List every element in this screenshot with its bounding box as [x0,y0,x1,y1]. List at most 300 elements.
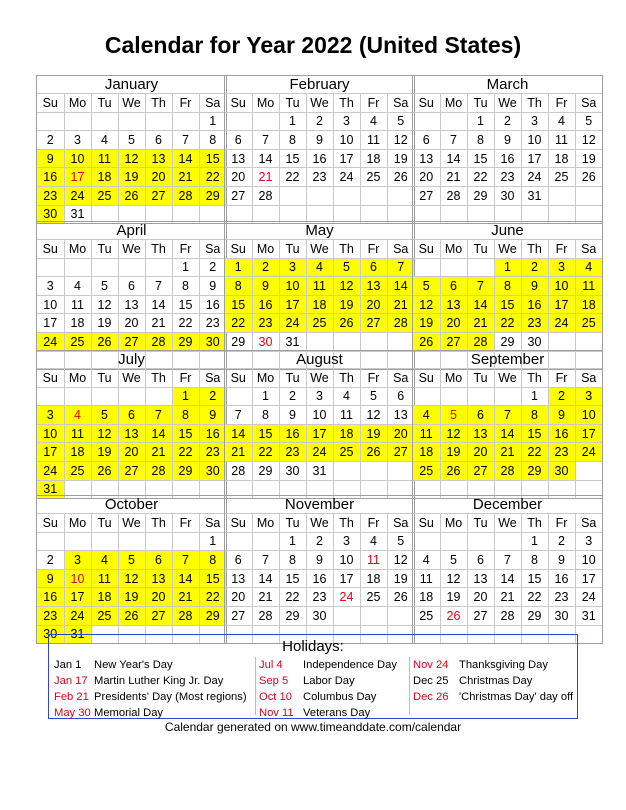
day-cell: 15 [199,569,226,588]
weekday-header: Sa [575,514,602,533]
weekday-header: Fr [172,240,199,259]
day-cell: 29 [494,332,521,351]
day-cell: 24 [306,443,333,462]
day-cell: 4 [333,387,360,406]
holiday-date: Dec 26 [413,691,449,703]
day-cell: 30 [279,461,306,480]
month-june [412,221,603,370]
day-cell: 22 [279,588,306,607]
empty-cell [118,532,145,551]
empty-cell [387,461,414,480]
month-name: May [305,222,334,239]
day-cell: 14 [440,149,467,168]
month-name: January [104,76,159,93]
day-cell: 22 [172,314,199,333]
day-cell: 10 [37,424,64,443]
month-name: March [486,76,529,93]
day-cell: 26 [360,443,387,462]
day-cell: 16 [37,168,64,187]
footer-credit: Calendar generated on www.timeanddate.com/calendar [164,720,462,734]
day-cell: 23 [548,443,575,462]
day-cell: 20 [387,424,414,443]
day-cell: 9 [494,131,521,150]
day-cell: 14 [225,424,252,443]
day-cell: 5 [118,131,145,150]
day-cell: 15 [252,424,279,443]
day-cell: 28 [467,332,494,351]
month-name: August [296,351,343,368]
day-cell: 13 [440,295,467,314]
holiday-name: Memorial Day [94,707,164,719]
day-cell: 6 [413,131,440,150]
month-name: June [491,222,524,239]
day-cell: 5 [118,551,145,570]
weekday-header: Th [521,369,548,388]
day-cell: 23 [199,443,226,462]
weekday-header: Su [413,369,440,388]
day-cell: 16 [494,149,521,168]
day-cell: 16 [306,569,333,588]
day-cell: 9 [252,277,279,296]
day-cell: 19 [360,424,387,443]
day-cell: 8 [225,277,252,296]
month-july [36,350,227,499]
day-cell: 15 [494,295,521,314]
empty-cell [64,387,91,406]
day-cell: 4 [548,112,575,131]
day-cell: 9 [199,406,226,425]
weekday-header: Su [413,240,440,259]
day-cell: 11 [91,569,118,588]
month-may [224,221,415,370]
day-cell: 22 [521,443,548,462]
month-january [36,75,227,224]
holiday-name: Independence Day [303,659,397,671]
day-cell: 20 [225,168,252,187]
empty-cell [252,112,279,131]
holiday-date: Jul 4 [259,659,283,671]
day-cell: 29 [467,186,494,205]
day-cell: 9 [37,149,64,168]
weekday-header: Fr [360,94,387,113]
empty-cell [387,186,414,205]
empty-cell [413,258,440,277]
day-cell: 5 [413,277,440,296]
holiday-row [54,657,247,673]
day-cell: 14 [494,569,521,588]
empty-cell [387,606,414,625]
day-cell: 25 [91,606,118,625]
day-cell: 4 [91,131,118,150]
weekday-header: Su [225,240,252,259]
day-cell: 23 [306,168,333,187]
weekday-header: Fr [172,514,199,533]
day-cell: 17 [548,295,575,314]
day-cell: 27 [145,186,172,205]
day-cell: 19 [440,588,467,607]
day-cell: 30 [548,606,575,625]
empty-cell [118,112,145,131]
day-cell: 4 [413,406,440,425]
empty-cell [172,112,199,131]
day-cell: 22 [172,443,199,462]
day-cell: 9 [306,131,333,150]
empty-cell [360,332,387,351]
holiday-name: Christmas Day [459,675,533,687]
day-cell: 13 [413,149,440,168]
holiday-name: Columbus Day [303,691,377,703]
empty-cell [333,186,360,205]
day-cell: 26 [440,461,467,480]
day-cell: 14 [387,277,414,296]
weekday-header: Sa [387,94,414,113]
empty-cell [494,532,521,551]
empty-cell [225,387,252,406]
weekday-header: Mo [64,369,91,388]
day-cell: 7 [145,406,172,425]
day-cell: 21 [252,588,279,607]
day-cell: 20 [118,443,145,462]
day-cell: 26 [387,168,414,187]
weekday-header: We [118,514,145,533]
holiday-divider [255,657,256,715]
day-cell: 12 [413,295,440,314]
weekday-header: Mo [252,240,279,259]
day-cell: 1 [225,258,252,277]
weekday-header: Sa [199,240,226,259]
day-cell: 20 [440,314,467,333]
day-cell: 24 [548,314,575,333]
day-cell: 16 [199,295,226,314]
holiday-column [54,657,247,721]
weekday-header: Sa [199,369,226,388]
day-cell: 17 [64,588,91,607]
weekday-header: Th [145,240,172,259]
day-cell: 10 [64,569,91,588]
day-cell: 20 [467,443,494,462]
day-cell: 23 [279,443,306,462]
day-cell: 9 [37,569,64,588]
day-cell: 17 [333,569,360,588]
empty-cell [360,461,387,480]
holiday-divider [409,657,410,715]
day-cell: 25 [413,606,440,625]
month-october [36,495,227,644]
day-cell: 22 [467,168,494,187]
day-cell: 4 [413,551,440,570]
holiday-row [259,705,397,721]
day-cell: 8 [521,551,548,570]
day-cell: 8 [279,131,306,150]
day-cell: 19 [440,443,467,462]
day-cell: 23 [494,168,521,187]
day-cell: 20 [145,588,172,607]
day-cell: 18 [360,149,387,168]
month-name: April [116,222,147,239]
day-cell: 5 [360,387,387,406]
day-cell: 6 [118,406,145,425]
day-cell: 22 [521,588,548,607]
day-cell: 14 [467,295,494,314]
day-cell: 5 [575,112,602,131]
day-cell: 8 [521,406,548,425]
month-name: December [472,496,543,513]
day-cell: 22 [252,443,279,462]
day-cell: 13 [145,569,172,588]
day-cell: 25 [575,314,602,333]
day-cell: 9 [306,551,333,570]
day-cell: 15 [172,424,199,443]
day-cell: 11 [413,569,440,588]
day-cell: 22 [199,588,226,607]
day-cell: 26 [91,332,118,351]
day-cell: 29 [252,461,279,480]
day-cell: 30 [252,332,279,351]
day-cell: 5 [387,532,414,551]
weekday-header: Mo [252,514,279,533]
empty-cell [91,112,118,131]
day-cell: 31 [575,606,602,625]
day-cell: 1 [172,387,199,406]
day-cell: 28 [252,606,279,625]
day-cell: 10 [548,277,575,296]
day-cell: 25 [64,461,91,480]
month-december [412,495,603,644]
weekday-header: We [494,94,521,113]
day-cell: 2 [37,131,64,150]
holiday-name: Veterans Day [303,707,371,719]
day-cell: 30 [494,186,521,205]
weekday-header: Mo [64,514,91,533]
day-cell: 21 [172,168,199,187]
day-cell: 10 [64,149,91,168]
empty-cell [467,532,494,551]
day-cell: 18 [413,588,440,607]
weekday-header: We [494,369,521,388]
day-cell: 14 [172,149,199,168]
day-cell: 13 [387,406,414,425]
day-cell: 27 [440,332,467,351]
day-cell: 11 [64,424,91,443]
weekday-header: Th [333,514,360,533]
empty-cell [118,258,145,277]
day-cell: 1 [467,112,494,131]
day-cell: 19 [118,168,145,187]
holiday-date: Dec 25 [413,675,449,687]
weekday-header: Tu [279,240,306,259]
empty-cell [467,258,494,277]
day-cell: 30 [306,606,333,625]
day-cell: 10 [575,551,602,570]
day-cell: 2 [306,112,333,131]
day-cell: 7 [387,258,414,277]
day-cell: 11 [413,424,440,443]
empty-cell [118,387,145,406]
holidays-box [48,634,578,719]
empty-cell [548,332,575,351]
day-cell: 16 [279,424,306,443]
day-cell: 1 [199,112,226,131]
day-cell: 23 [521,314,548,333]
day-cell: 24 [279,314,306,333]
weekday-header: Mo [64,94,91,113]
day-cell: 31 [64,205,91,223]
holiday-date: Jan 1 [54,659,82,671]
day-cell: 24 [333,588,360,607]
day-cell: 25 [548,168,575,187]
empty-cell [91,387,118,406]
day-cell: 1 [172,258,199,277]
empty-cell [494,387,521,406]
day-cell: 18 [64,443,91,462]
page-title: Calendar for Year 2022 (United States) [104,32,522,58]
day-cell: 21 [225,443,252,462]
weekday-header: Fr [548,240,575,259]
day-cell: 16 [252,295,279,314]
day-cell: 7 [145,277,172,296]
day-cell: 21 [440,168,467,187]
day-cell: 22 [279,168,306,187]
day-cell: 16 [521,295,548,314]
weekday-header: Th [145,514,172,533]
empty-cell [306,186,333,205]
holiday-name: Labor Day [303,675,355,687]
day-cell: 26 [387,588,414,607]
holiday-name: New Year's Day [94,659,173,671]
weekday-header: Fr [172,94,199,113]
day-cell: 6 [467,406,494,425]
empty-cell [413,387,440,406]
empty-cell [575,625,602,643]
day-cell: 12 [91,295,118,314]
day-cell: 20 [467,588,494,607]
day-cell: 18 [575,295,602,314]
day-cell: 17 [575,569,602,588]
day-cell: 10 [333,551,360,570]
day-cell: 30 [521,332,548,351]
day-cell: 5 [91,406,118,425]
day-cell: 3 [575,532,602,551]
weekday-header: Tu [91,94,118,113]
day-cell: 8 [199,131,226,150]
day-cell: 8 [172,277,199,296]
weekday-header: Tu [467,369,494,388]
day-cell: 3 [37,277,64,296]
holiday-row [54,705,247,721]
day-cell: 2 [548,532,575,551]
day-cell: 3 [575,387,602,406]
holiday-date: Jan 17 [54,675,88,687]
weekday-header: Fr [360,240,387,259]
day-cell: 3 [333,112,360,131]
day-cell: 24 [37,461,64,480]
day-cell: 7 [494,551,521,570]
day-cell: 12 [387,131,414,150]
day-cell: 20 [145,168,172,187]
day-cell: 15 [279,569,306,588]
weekday-header: Mo [440,94,467,113]
day-cell: 13 [360,277,387,296]
day-cell: 6 [145,551,172,570]
weekday-header: Sa [575,94,602,113]
day-cell: 3 [64,551,91,570]
empty-cell [252,532,279,551]
weekday-header: Su [37,369,64,388]
day-cell: 17 [306,424,333,443]
day-cell: 28 [387,314,414,333]
empty-cell [467,387,494,406]
day-cell: 29 [521,606,548,625]
weekday-header: Su [413,94,440,113]
day-cell: 24 [333,168,360,187]
day-cell: 24 [575,443,602,462]
month-name: October [104,496,159,513]
day-cell: 7 [252,131,279,150]
weekday-header: Th [521,240,548,259]
day-cell: 3 [279,258,306,277]
day-cell: 27 [145,606,172,625]
day-cell: 14 [145,424,172,443]
day-cell: 3 [333,532,360,551]
day-cell: 24 [64,186,91,205]
holiday-row [259,689,397,705]
weekday-header: Tu [91,514,118,533]
day-cell: 6 [145,131,172,150]
day-cell: 17 [333,149,360,168]
holiday-name: Thanksgiving Day [459,659,548,671]
day-cell: 21 [494,588,521,607]
day-cell: 27 [387,443,414,462]
day-cell: 23 [199,314,226,333]
holiday-row [259,657,397,673]
day-cell: 21 [252,168,279,187]
holidays-title: Holidays: [282,638,344,655]
weekday-header: Su [37,94,64,113]
day-cell: 22 [494,314,521,333]
day-cell: 1 [279,532,306,551]
day-cell: 14 [172,569,199,588]
holiday-date: Sep 5 [259,675,289,687]
day-cell: 4 [360,532,387,551]
day-cell: 8 [279,551,306,570]
empty-cell [37,258,64,277]
empty-cell [333,606,360,625]
day-cell: 12 [91,424,118,443]
weekday-header: Mo [440,369,467,388]
month-name: February [289,76,350,93]
day-cell: 15 [172,295,199,314]
day-cell: 7 [467,277,494,296]
empty-cell [37,532,64,551]
day-cell: 25 [306,314,333,333]
month-name: November [284,496,355,513]
weekday-header: We [494,514,521,533]
day-cell: 24 [575,588,602,607]
day-cell: 2 [199,258,226,277]
day-cell: 22 [199,168,226,187]
day-cell: 2 [37,551,64,570]
day-cell: 10 [521,131,548,150]
day-cell: 27 [360,314,387,333]
day-cell: 6 [225,551,252,570]
day-cell: 1 [252,387,279,406]
weekday-header: Fr [548,94,575,113]
weekday-header: Sa [199,514,226,533]
day-cell: 26 [413,332,440,351]
empty-cell [145,258,172,277]
day-cell: 6 [387,387,414,406]
day-cell: 7 [172,131,199,150]
